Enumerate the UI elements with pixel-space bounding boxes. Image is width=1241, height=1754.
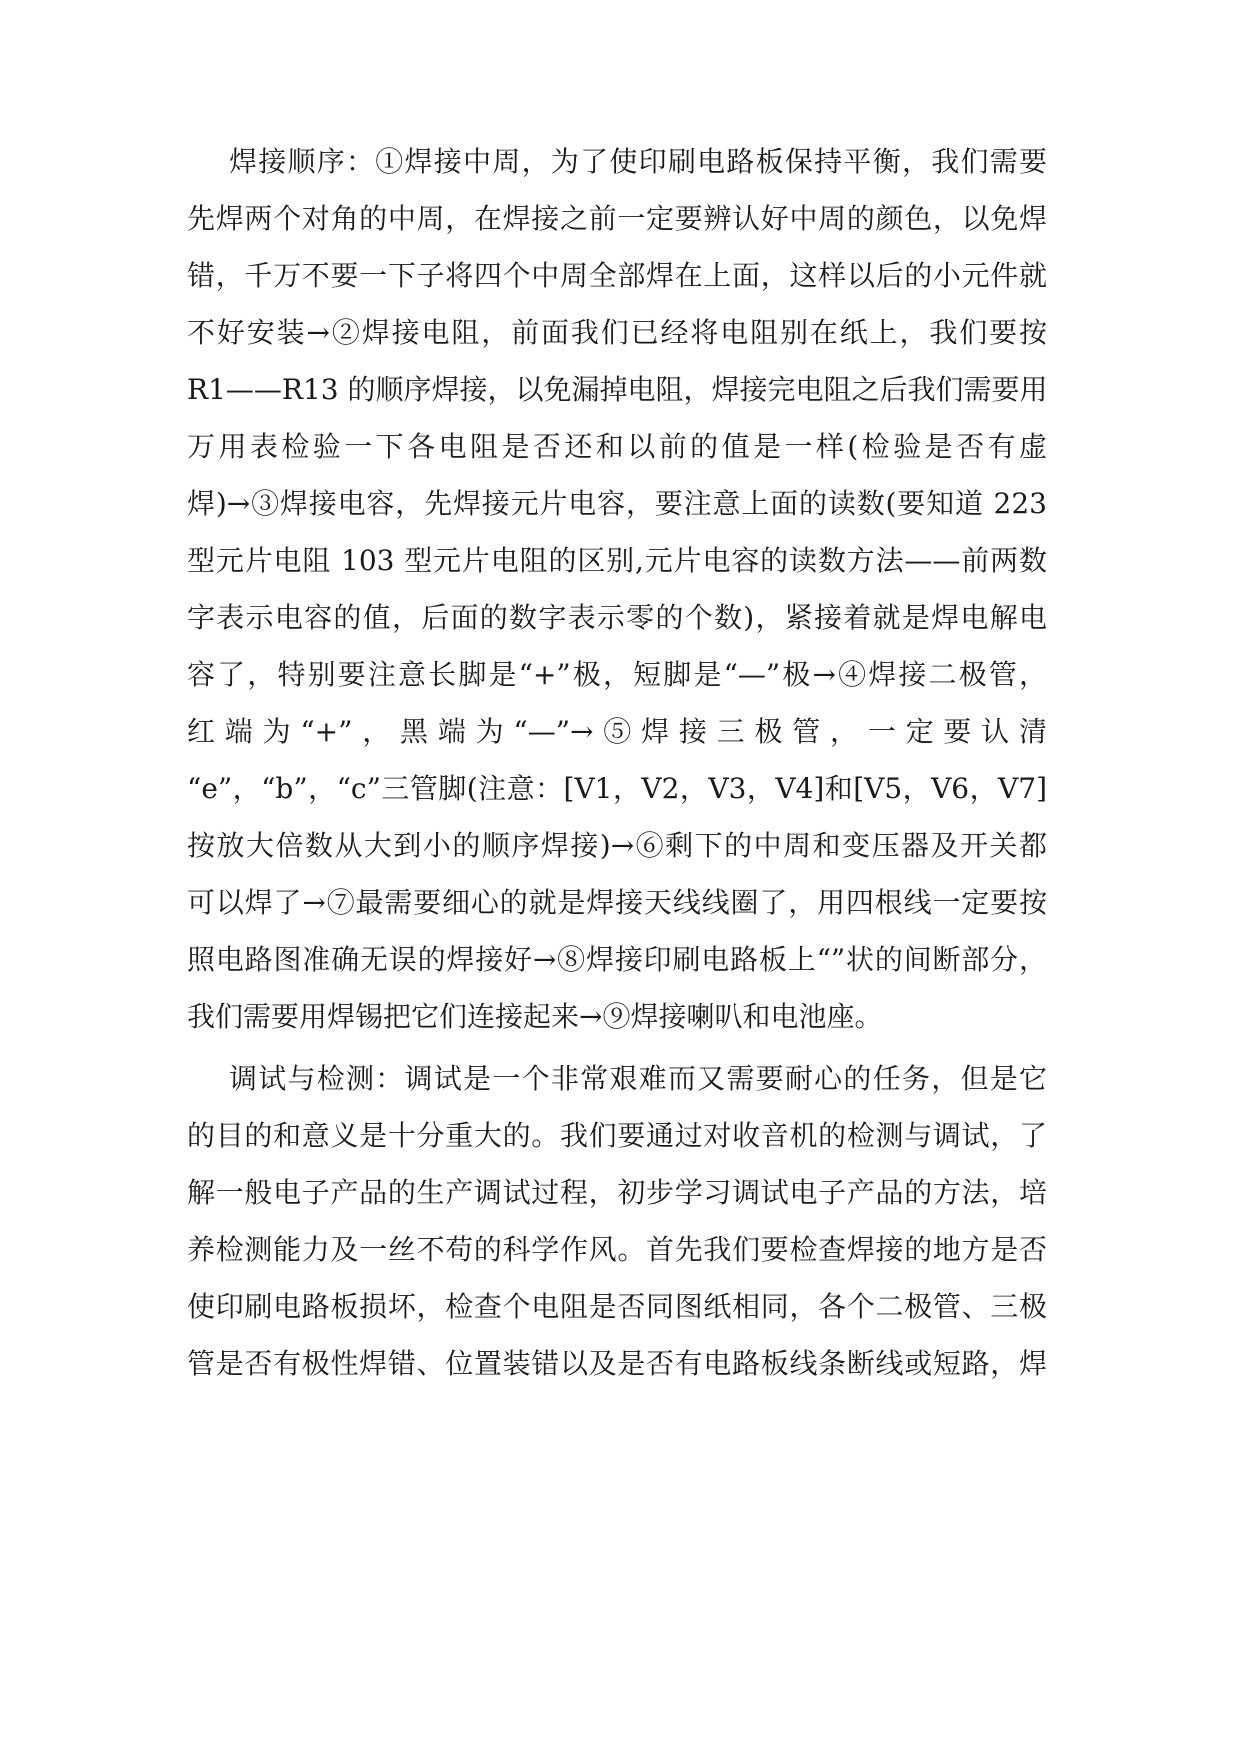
paragraph-1-line-7: 焊)→③焊接电容，先焊接元片电容，要注意上面的读数(要知道 223 bbox=[187, 487, 1047, 520]
paragraph-1-line-12: “e”，“b”，“c”三管脚(注意：[V1，V2，V3，V4]和[V5，V6，V7] bbox=[187, 772, 1047, 805]
paragraph-1-line-4: 不好安装→②焊接电阻，前面我们已经将电阻别在纸上，我们要按 bbox=[187, 316, 1047, 349]
paragraph-1-line-6: 万用表检验一下各电阻是否还和以前的值是一样(检验是否有虚 bbox=[187, 430, 1047, 463]
paragraph-2-line-3: 解一般电子产品的生产调试过程，初步学习调试电子产品的方法，培 bbox=[187, 1176, 1047, 1209]
paragraph-1-line-13: 按放大倍数从大到小的顺序焊接)→⑥剩下的中周和变压器及开关都 bbox=[187, 829, 1047, 862]
paragraph-1-line-11: 红端为“+”，黑端为“—”→⑤焊接三极管，一定要认清 bbox=[187, 715, 1047, 748]
paragraph-2-line-5: 使印刷电路板损坏，检查个电阻是否同图纸相同，各个二极管、三极 bbox=[187, 1290, 1047, 1323]
paragraph-2-line-6: 管是否有极性焊错、位置装错以及是否有电路板线条断线或短路，焊 bbox=[187, 1347, 1047, 1380]
paragraph-1-line-5: R1——R13 的顺序焊接，以免漏掉电阻，焊接完电阻之后我们需要用 bbox=[187, 373, 1048, 406]
paragraph-1-line-9: 字表示电容的值，后面的数字表示零的个数)，紧接着就是焊电解电 bbox=[187, 601, 1047, 634]
paragraph-1-line-1: 焊接顺序：①焊接中周，为了使印刷电路板保持平衡，我们需要 bbox=[229, 145, 1047, 178]
paragraph-1-line-8: 型元片电阻 103 型元片电阻的区别,元片电容的读数方法——前两数 bbox=[187, 544, 1047, 577]
paragraph-1-line-2: 先焊两个对角的中周，在焊接之前一定要辨认好中周的颜色，以免焊 bbox=[187, 202, 1047, 235]
paragraph-1-line-14: 可以焊了→⑦最需要细心的就是焊接天线线圈了，用四根线一定要按 bbox=[187, 886, 1047, 919]
paragraph-2-line-4: 养检测能力及一丝不苟的科学作风。首先我们要检查焊接的地方是否 bbox=[187, 1233, 1047, 1266]
paragraph-1-line-16: 我们需要用焊锡把它们连接起来→⑨焊接喇叭和电池座。 bbox=[187, 1000, 883, 1033]
paragraph-2-line-1: 调试与检测：调试是一个非常艰难而又需要耐心的任务，但是它 bbox=[229, 1062, 1047, 1095]
paragraph-1-line-10: 容了，特别要注意长脚是“+”极，短脚是“—”极→④焊接二极管， bbox=[187, 658, 1047, 691]
paragraph-1-line-15: 照电路图准确无误的焊接好→⑧焊接印刷电路板上“”状的间断部分， bbox=[187, 943, 1047, 976]
paragraph-1-line-3: 错，千万不要一下子将四个中周全部焊在上面，这样以后的小元件就 bbox=[187, 259, 1047, 292]
paragraph-2-line-2: 的目的和意义是十分重大的。我们要通过对收音机的检测与调试，了 bbox=[187, 1119, 1047, 1152]
